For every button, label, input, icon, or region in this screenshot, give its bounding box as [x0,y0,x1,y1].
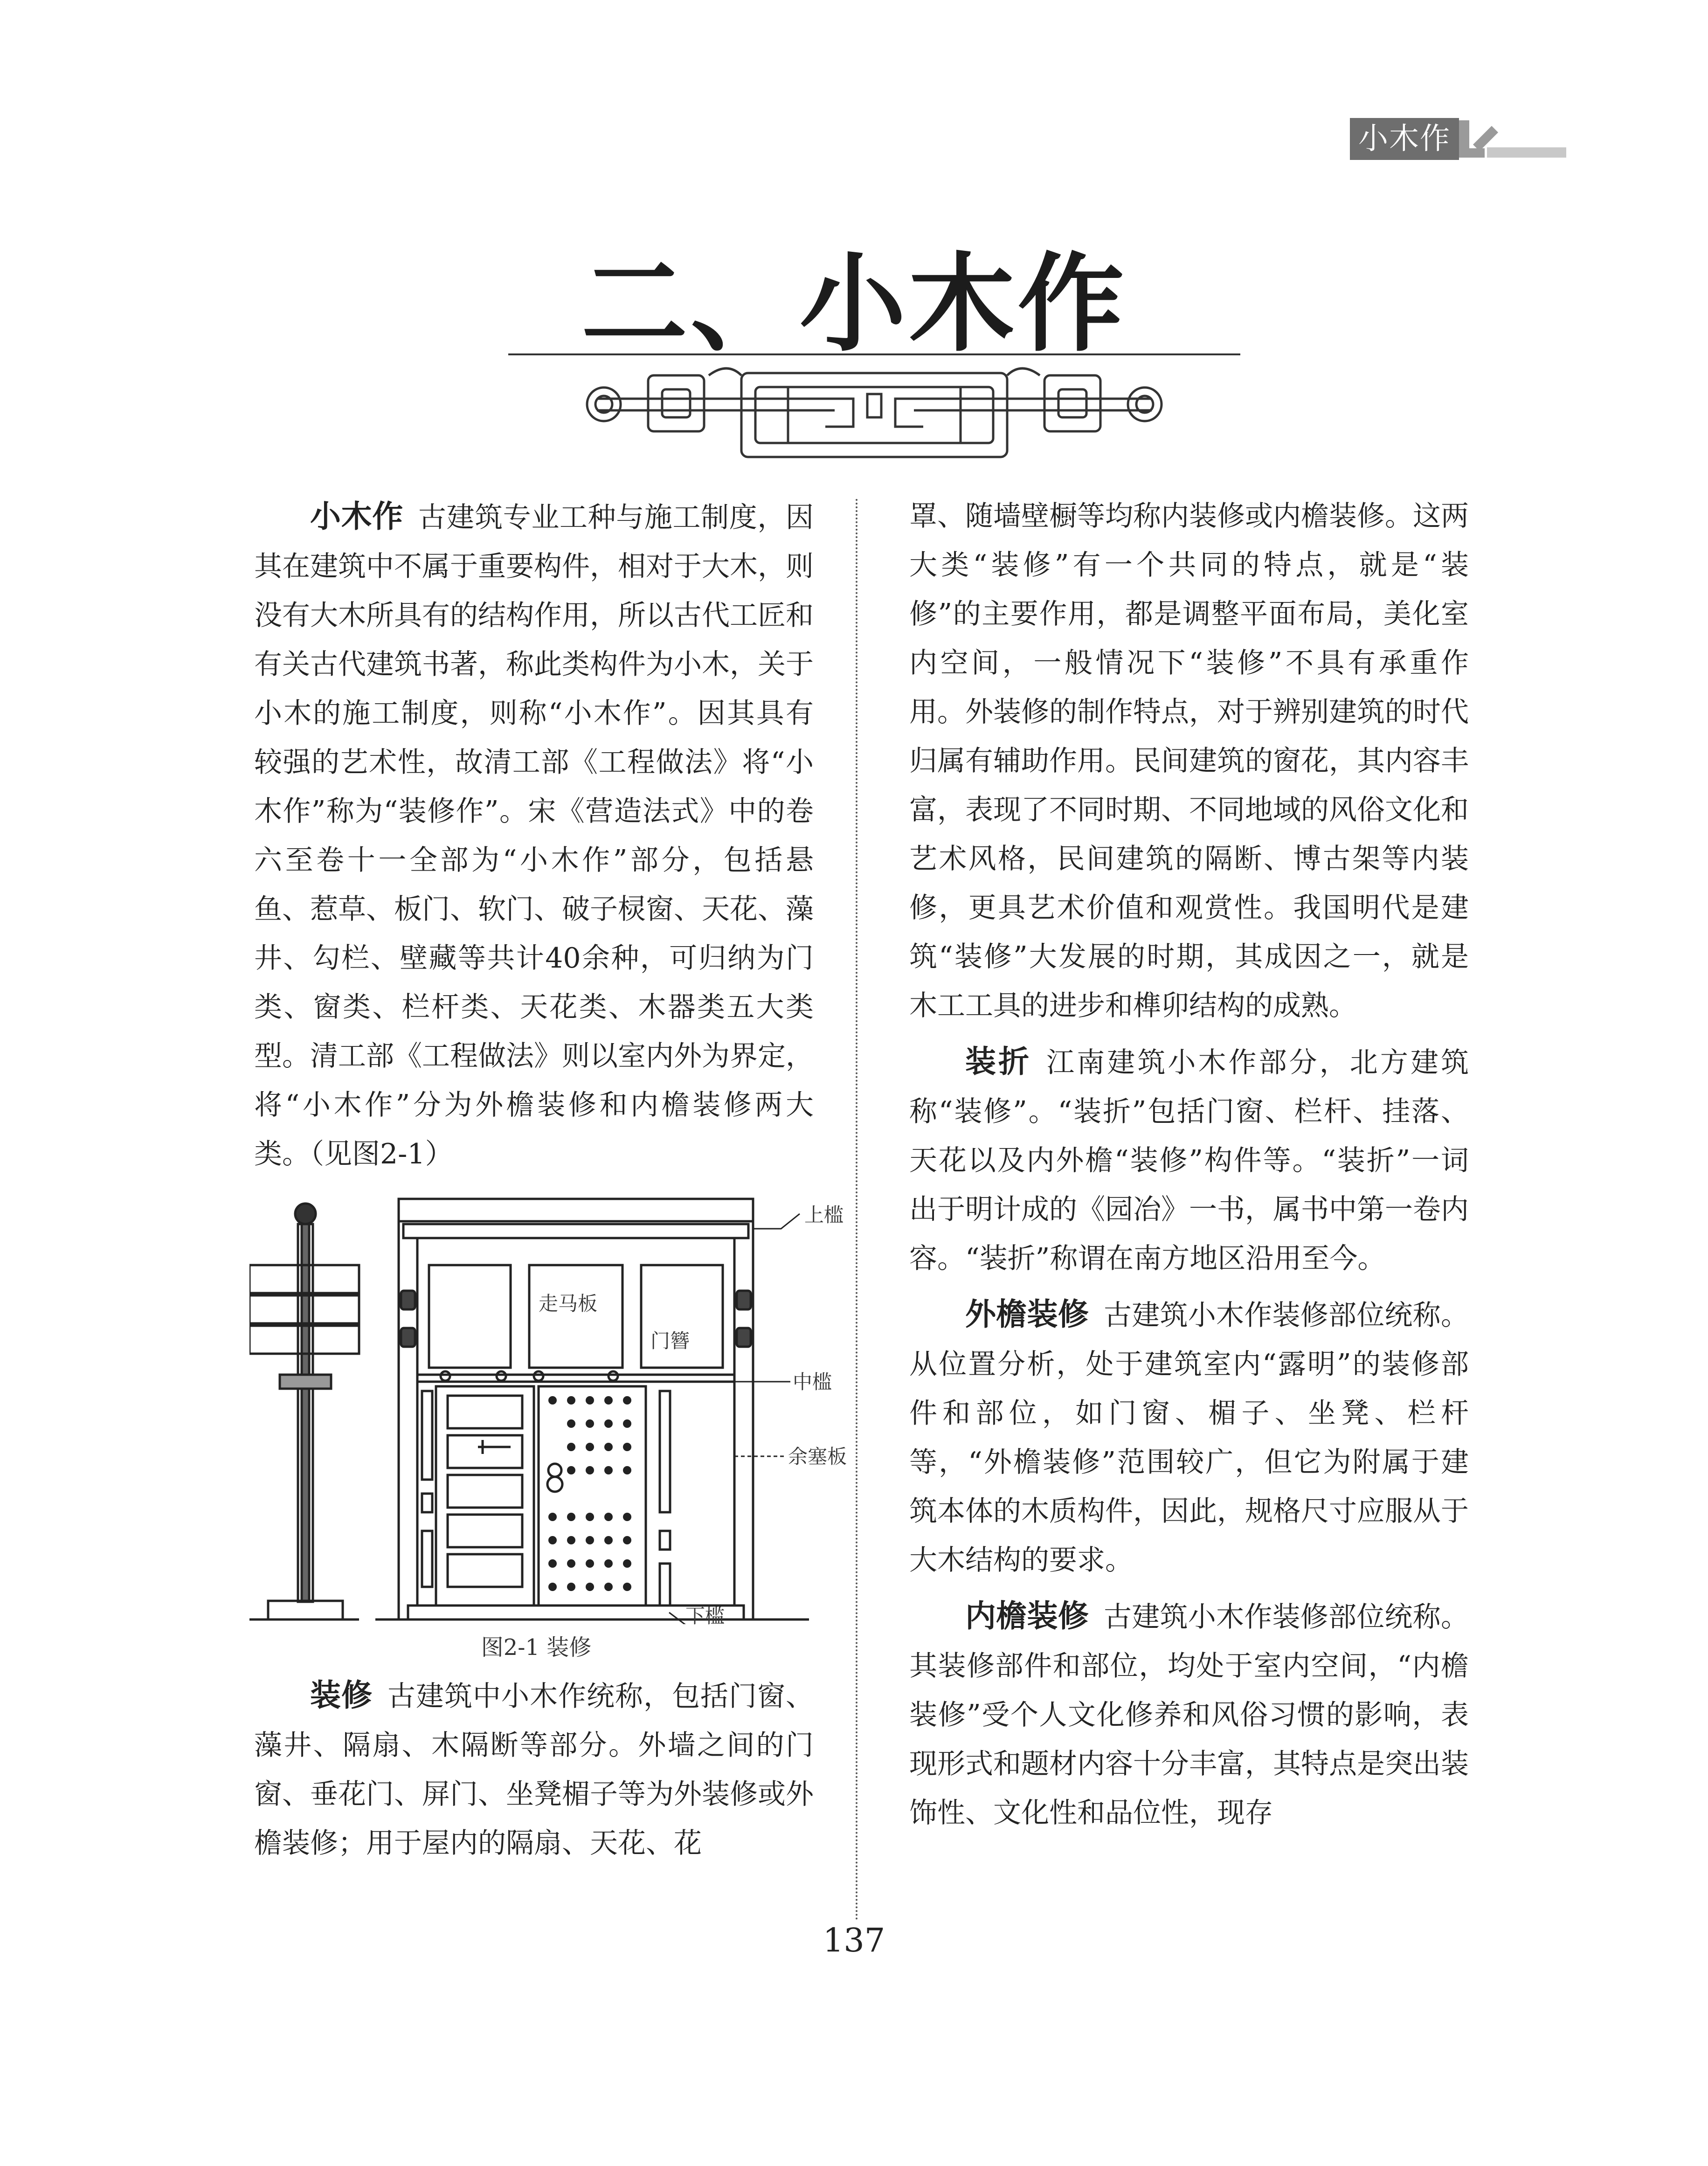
entry-text: 古建筑专业工种与施工制度，因其在建筑中不属于重要构件，相对于大木，则没有大木所具有的结构作用，所以古代工匠和有关古代建筑书著，称此类构件为小木，关于小木的施工制度，则称“小木作”。因其具有较强的艺术性，故清工部《工程做法》将“小木作”称为“装修作”。宋《营造法式》中的卷六至卷十一全部为“小木作”部分，包括悬鱼、惹草、板门、软门、破子棂窗、天花、藻井、勾栏、壁藏等共计40余种，可归纳为门类、窗类、栏杆类、天花类、木器类五大类型。清工部《工程做法》则以室内外为界定，将“小木作”分为外檐装修和内檐装修两大类。（见图2-1） [254,501,814,1170]
entry-term: 小木作 [310,498,403,534]
label-middle-sill: 中槛 [793,1370,832,1393]
entry-term: 装修 [310,1677,373,1713]
entry-text: 古建筑小木作装修部位统称。从位置分析，处于建筑室内“露明”的装修部件和部位，如门窗、楣子、坐凳、栏杆等，“外檐装修”范围较广，但它为附属于建筑本体的木质构件，因此，规格尺寸应服从于大木结构的要求。 [909,1299,1469,1577]
title-ornament [508,347,1240,464]
figure-drawing [249,1195,823,1624]
section-tab [1350,116,1566,162]
entry-text: 古建筑小木作装修部位统称。其装修部件和部位，均处于室内空间，“内檐装修”受个人文化修养和风俗习惯的影响，表现形式和题材内容十分丰富，其特点是突出装饰性、文化性和品位性，现存 [909,1601,1469,1829]
right-column [909,492,1469,1838]
label-walking-board: 走马板 [539,1292,598,1315]
entry-neiyan-zhuangxiu [909,1592,1469,1838]
entry-xiaomuzuo [254,492,814,1179]
entry-term: 外檐装修 [965,1296,1089,1332]
entry-term: 内檐装修 [965,1598,1089,1634]
label-top-sill: 上槛 [804,1204,844,1226]
label-bottom-sill: 下槛 [685,1605,725,1627]
entry-continuation: 罩、随墙壁橱等均称内装修或内檐装修。这两大类“装修”有一个共同的特点，就是“装修”的主要作用，都是调整平面布局，美化室内空间，一般情况下“装修”不具有承重作用。外装修的制作特点，对于辨别建筑的时代归属有辅助作用。民间建筑的窗花，其内容丰富，表现了不同时期、不同地域的风俗文化和艺术风格，民间建筑的隔断、博古架等内装修，更具艺术价值和观赏性。我国明代是建筑“装修”大发展的时期，其成因之一，就是木工工具的进步和榫卯结构的成熟。 [909,500,1469,1022]
label-door-pin: 门簪 [650,1329,690,1352]
entry-zhuangxiu [254,1671,814,1868]
chapter-title: 二、小木作 [581,242,1127,366]
left-column [254,492,847,1868]
entry-zhuangzhe [909,1037,1469,1283]
entry-waiyan-zhuangxiu [909,1290,1469,1585]
column-divider [856,499,857,1921]
label-filler-board: 余塞板 [788,1445,847,1468]
figure-2-1 [249,1195,847,1671]
page-number: 137 [823,1921,885,1959]
section-tab-label: 小木作 [1350,118,1459,160]
entry-term: 装折 [965,1044,1032,1080]
tab-arrow-decoration [1459,116,1566,162]
entry-text: 古建筑中小木作统称，包括门窗、藻井、隔扇、木隔断等部分。外墙之间的门窗、垂花门、屏门、坐凳楣子等为外装修或外檐装修；用于屋内的隔扇、天花、花 [254,1680,814,1860]
figure-caption: 图2-1 装修 [481,1634,592,1661]
entry-text: 江南建筑小木作部分，北方建筑称“装修”。“装折”包括门窗、栏杆、挂落、天花以及内外檐“装修”构件等。“装折”一词出于明计成的《园冶》一书，属书中第一卷内容。“装折”称谓在南方地区沿用至今。 [909,1046,1469,1275]
